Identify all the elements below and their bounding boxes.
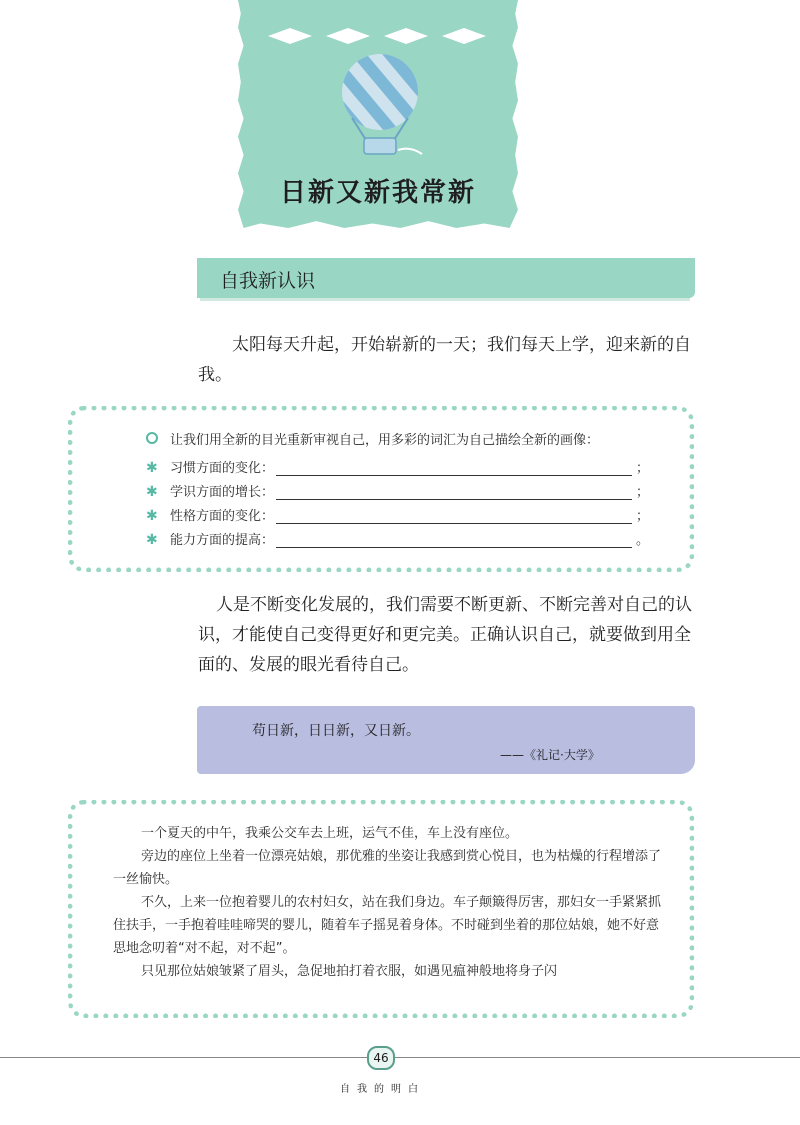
activity-item-label: 学识方面的增长： xyxy=(170,485,275,500)
diamond-shape xyxy=(268,28,312,44)
diamond-shape xyxy=(326,28,370,44)
quote-box xyxy=(197,706,695,774)
activity-item-label: 性格方面的变化： xyxy=(170,509,275,524)
star-bullet-icon: ✱ xyxy=(146,532,158,548)
star-bullet-icon: ✱ xyxy=(146,484,158,500)
page-number: 46 xyxy=(367,1046,395,1070)
story-line: 一个夏天的中午，我乘公交车去上班，运气不佳，车上没有座位。 xyxy=(141,826,519,841)
hot-air-balloon-icon xyxy=(330,52,430,164)
activity-item-label: 习惯方面的变化： xyxy=(170,461,275,476)
star-bullet-icon: ✱ xyxy=(146,460,158,476)
story-line: 只见那位姑娘皱紧了眉头，急促地拍打着衣服，如遇见瘟神般地将身子闪 xyxy=(141,964,558,979)
activity-item xyxy=(146,500,666,524)
fill-in-blank-line[interactable] xyxy=(276,459,632,476)
quote-source: ——《礼记·大学》 xyxy=(500,748,600,762)
star-bullet-icon: ✱ xyxy=(146,508,158,524)
activity-item-end: ； xyxy=(636,485,650,500)
quote-text: 苟日新，日日新，又日新。 xyxy=(252,723,420,739)
activity-item-end: ； xyxy=(636,509,650,524)
story-line: 旁边的座位上坐着一位漂亮姑娘，那优雅的坐姿让我感到赏心悦目，也为枯燥的行程增添了一丝愉快。 xyxy=(113,849,662,887)
page-title: 日新又新我常新 xyxy=(279,178,476,208)
fill-in-blank-line[interactable] xyxy=(276,507,632,524)
activity-item-end: 。 xyxy=(636,533,650,548)
intro-paragraph: 太阳每天升起，开始崭新的一天；我们每天上学，迎来新的自我。 xyxy=(198,335,691,385)
diamond-shape xyxy=(442,28,486,44)
activity-item xyxy=(146,476,666,500)
activity-item xyxy=(146,524,666,548)
activity-intro-line xyxy=(146,428,666,448)
diamond-decoration xyxy=(268,28,488,44)
circle-bullet-icon xyxy=(146,432,158,444)
fill-in-blank-line[interactable] xyxy=(276,531,632,548)
activity-intro: 让我们用全新的目光重新审视自己，用多彩的词汇为自己描绘全新的画像： xyxy=(170,432,600,448)
footer-book-title: 自我的明白 xyxy=(340,1084,425,1095)
section-bar-shadow xyxy=(200,298,690,301)
diamond-shape xyxy=(384,28,428,44)
story-content xyxy=(113,822,665,983)
footer-divider xyxy=(0,1057,800,1058)
activity-content xyxy=(146,428,666,548)
section-title: 自我新认识 xyxy=(220,270,316,292)
story-line: 不久，上来一位抱着婴儿的农村妇女，站在我们身边。车子颠簸得厉害，那妇女一手紧紧抓住扶手，一手抱着哇哇啼哭的婴儿，随着车子摇晃着身体。不时碰到坐着的那位姑娘，她不好意思地念叨着“对不起，对不起”。 xyxy=(113,895,662,956)
activity-item-label: 能力方面的提高： xyxy=(170,533,275,548)
body-paragraph: 人是不断变化发展的，我们需要不断更新、不断完善对自己的认识，才能使自己变得更好和更完美。正确认识自己，就要做到用全面的、发展的眼光看待自己。 xyxy=(198,595,692,675)
activity-item-end: ； xyxy=(636,461,650,476)
fill-in-blank-line[interactable] xyxy=(276,483,632,500)
activity-item xyxy=(146,452,666,476)
